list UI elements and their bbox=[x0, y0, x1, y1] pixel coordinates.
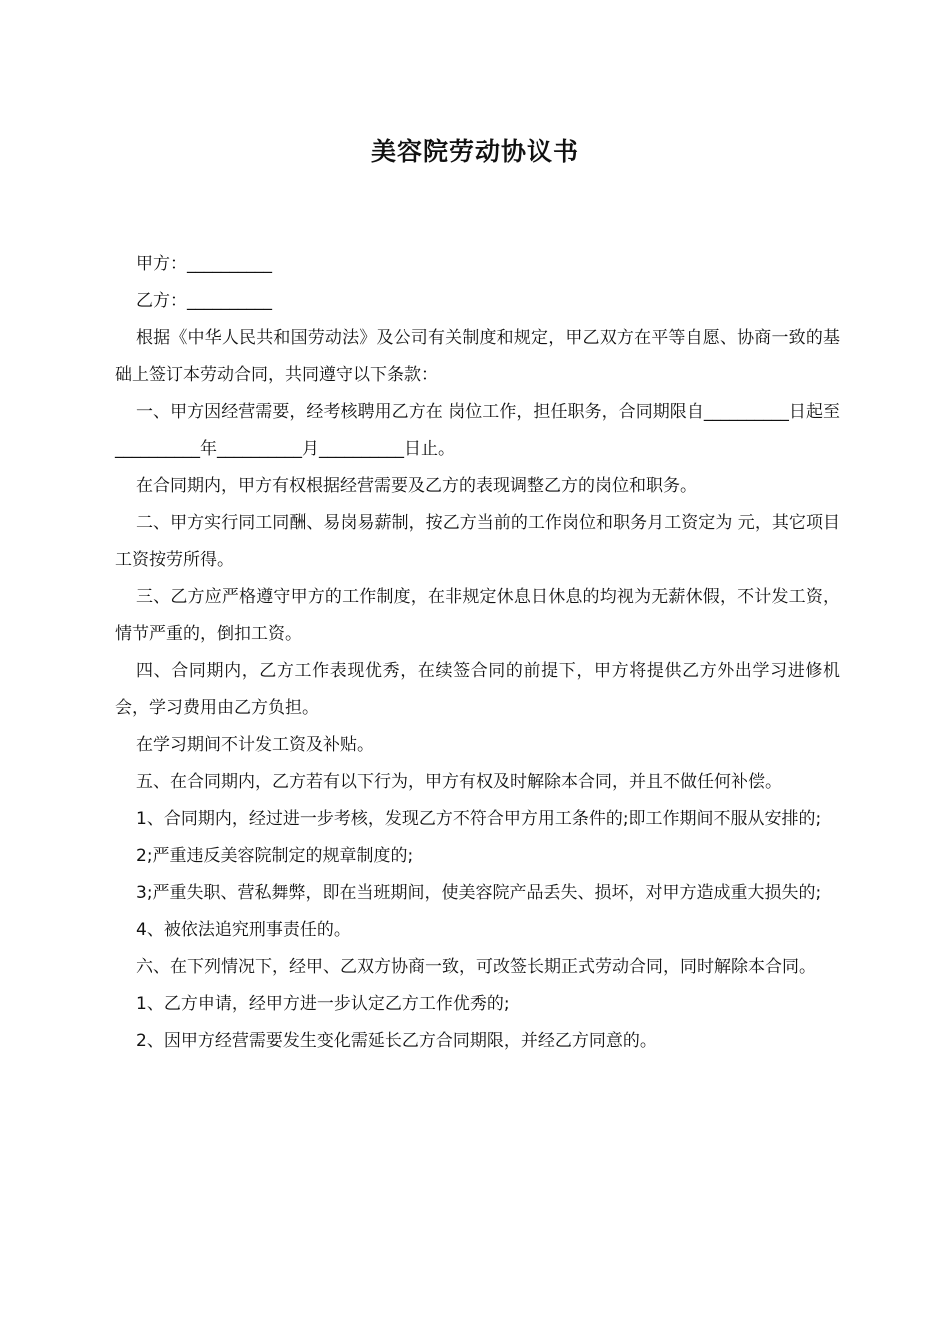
clause-5-item-4: 4、被依法追究刑事责任的。 bbox=[136, 920, 351, 940]
clause-6-item-2: 2、因甲方经营需要发生变化需延长乙方合同期限，并经乙方同意的。 bbox=[136, 1031, 657, 1051]
clause-2-paragraph: 二、甲方实行同工同酬、易岗易薪制，按乙方当前的工作岗位和职务月工资定为 元，其它项目工资按劳所得。 bbox=[115, 513, 840, 570]
document-title: 美容院劳动协议书 bbox=[370, 137, 579, 166]
document-body bbox=[115, 246, 840, 1060]
clause-5-item-3: 3;严重失职、营私舞弊，即在当班期间，使美容院产品丢失、损坏，对甲方造成重大损失的; bbox=[136, 883, 822, 903]
clause-5-paragraph: 五、在合同期内，乙方若有以下行为，甲方有权及时解除本合同，并且不做任何补偿。 bbox=[136, 772, 782, 792]
clause-1-paragraph: 一、甲方因经营需要，经考核聘用乙方在 岗位工作，担任职务，合同期限自__________日起至__________年__________月__________日止。 bbox=[115, 402, 840, 459]
clause-6-item-1: 1、乙方申请，经甲方进一步认定乙方工作优秀的; bbox=[136, 994, 510, 1014]
clause-1-note-paragraph: 在合同期内，甲方有权根据经营需要及乙方的表现调整乙方的岗位和职务。 bbox=[136, 476, 697, 496]
clause-3-paragraph: 三、乙方应严格遵守甲方的工作制度，在非规定休息日休息的均视为无薪休假，不计发工资，情节严重的，倒扣工资。 bbox=[115, 587, 840, 644]
party-b-line: 乙方：__________ bbox=[136, 291, 272, 311]
party-a-line: 甲方：__________ bbox=[136, 254, 272, 274]
clause-5-item-2: 2;严重违反美容院制定的规章制度的; bbox=[136, 846, 414, 866]
clause-4-note-paragraph: 在学习期间不计发工资及补贴。 bbox=[136, 735, 374, 755]
clause-6-paragraph: 六、在下列情况下，经甲、乙双方协商一致，可改签长期正式劳动合同，同时解除本合同。 bbox=[136, 957, 816, 977]
clause-4-paragraph: 四、合同期内，乙方工作表现优秀，在续签合同的前提下，甲方将提供乙方外出学习进修机会，学习费用由乙方负担。 bbox=[115, 661, 840, 718]
clause-5-item-1: 1、合同期内，经过进一步考核，发现乙方不符合甲方用工条件的;即工作期间不服从安排的; bbox=[136, 809, 822, 829]
preamble-paragraph: 根据《中华人民共和国劳动法》及公司有关制度和规定，甲乙双方在平等自愿、协商一致的基础上签订本劳动合同，共同遵守以下条款： bbox=[115, 328, 840, 385]
